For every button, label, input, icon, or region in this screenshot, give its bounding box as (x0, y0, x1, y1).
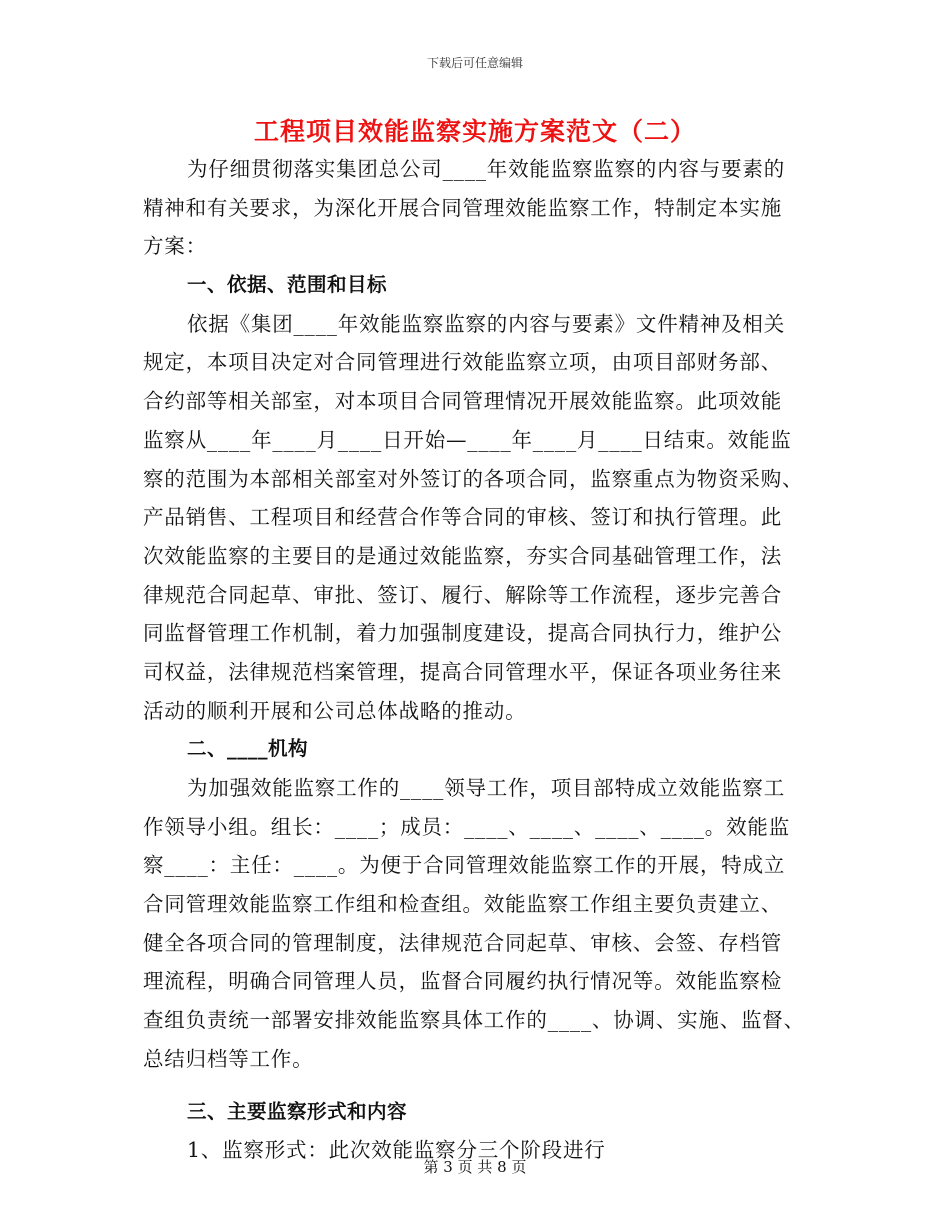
section-heading: 三、主要监察形式和内容 (187, 1099, 408, 1123)
paragraph-line: 总结归档等工作。 (143, 1046, 314, 1071)
intro-line: 方案： (143, 234, 207, 259)
paragraph-line: 为加强效能监察工作的____领导工作，项目部特成立效能监察工 (187, 776, 785, 800)
intro-line: 为仔细贯彻落实集团总公司____年效能监察监察的内容与要素的 (187, 157, 785, 181)
paragraph-line: 健全各项合同的管理制度，法律规范合同起草、审核、会签、存档管 (143, 930, 782, 955)
paragraph-line: 依据《集团____年效能监察监察的内容与要素》文件精神及相关 (187, 311, 785, 336)
document-body (143, 150, 813, 1170)
section-spacer (143, 1079, 813, 1093)
intro-line: 精神和有关要求，为深化开展合同管理效能监察工作，特制定本实施 (143, 195, 782, 220)
section-heading: 二、____机构 (187, 737, 309, 761)
paragraph-line: 监察从____年____月____日开始—____年____月____日结束。效能监 (143, 427, 792, 452)
paragraph-line: 查组负责统一部署安排效能监察具体工作的____、协调、实施、监督、 (143, 1008, 805, 1033)
paragraph-line: 同监督管理工作机制，着力加强制度建设，提高合同执行力，维护公 (143, 621, 782, 646)
section-heading: 一、依据、范围和目标 (187, 273, 388, 297)
paragraph-line: 规定，本项目决定对合同管理进行效能监察立项，由项目部财务部、 (143, 350, 782, 375)
paragraph-line: 合同管理效能监察工作组和检查组。效能监察工作组主要负责建立、 (143, 892, 782, 917)
paragraph-line: 合约部等相关部室，对本项目合同管理情况开展效能监察。此项效能 (143, 389, 782, 414)
paragraph-line: 活动的顺利开展和公司总体战略的推动。 (143, 698, 527, 723)
page-number: 第 3 页 共 8 页 (423, 1158, 527, 1176)
paragraph-line: 次效能监察的主要目的是通过效能监察，夯实合同基础管理工作，法 (143, 543, 782, 568)
paragraph-line: 理流程，明确合同管理人员，监督合同履约执行情况等。效能监察检 (143, 969, 782, 994)
paragraph-line: 司权益，法律规范档案管理，提高合同管理水平，保证各项业务往来 (143, 659, 782, 684)
page-header-note: 下载后可任意编辑 (426, 56, 523, 70)
paragraph-line: 察____：主任：____。为便于合同管理效能监察工作的开展，特成立 (143, 853, 786, 878)
paragraph-line: 察的范围为本部相关部室对外签订的各项合同，监察重点为物资采购、 (143, 466, 804, 491)
paragraph-line: 律规范合同起草、审批、签订、履行、解除等工作流程，逐步完善合 (143, 582, 782, 607)
document-title: 工程项目效能监察实施方案范文（二） (253, 117, 696, 146)
list-item: 1、监察形式：此次效能监察分三个阶段进行 (187, 1138, 606, 1163)
paragraph-line: 产品销售、工程项目和经营合作等合同的审核、签订和执行管理。此 (143, 505, 782, 530)
paragraph-line: 作领导小组。组长：____；成员：____、____、____、____。效能监 (143, 814, 790, 839)
